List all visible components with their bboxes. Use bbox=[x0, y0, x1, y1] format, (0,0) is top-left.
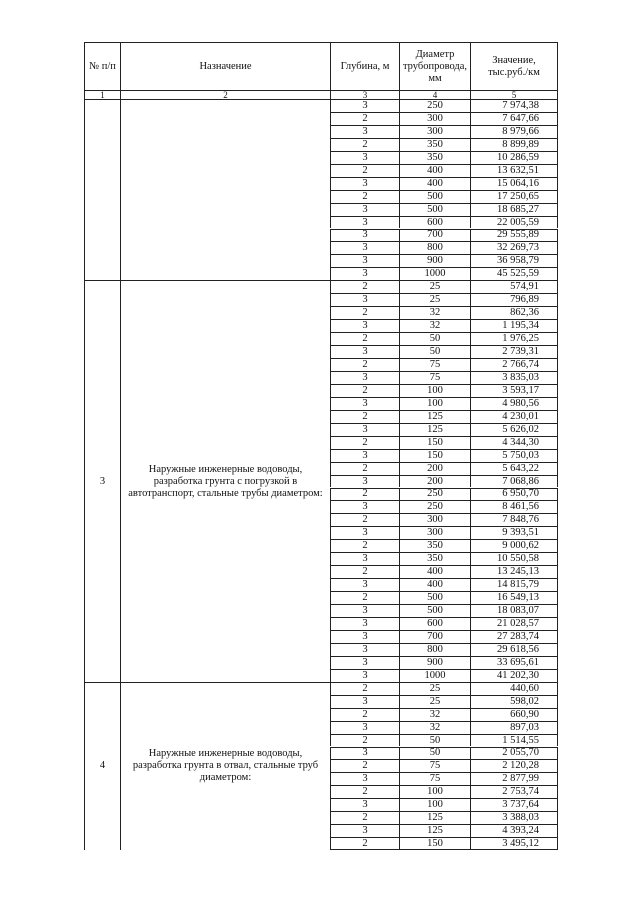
depth-cell: 3 bbox=[330, 824, 399, 837]
diameter-cell: 25 bbox=[399, 280, 470, 293]
depth-cell: 2 bbox=[330, 436, 399, 449]
diameter-cell: 50 bbox=[399, 734, 470, 747]
diameter-cell: 600 bbox=[399, 617, 470, 630]
depth-cell: 3 bbox=[330, 177, 399, 190]
value-cell: 8 461,56 bbox=[470, 500, 558, 513]
value-cell: 18 685,27 bbox=[470, 203, 558, 216]
value-cell: 41 202,30 bbox=[470, 669, 558, 682]
header-name: Назначение bbox=[120, 42, 330, 90]
diameter-cell: 400 bbox=[399, 565, 470, 578]
column-number: 5 bbox=[470, 90, 558, 99]
diameter-cell: 125 bbox=[399, 423, 470, 436]
header-num: № п/п bbox=[84, 42, 120, 90]
group-number: 4 bbox=[84, 682, 120, 850]
diameter-cell: 500 bbox=[399, 604, 470, 617]
diameter-cell: 75 bbox=[399, 759, 470, 772]
header-diameter: Диаметр трубопровода, мм bbox=[399, 42, 470, 90]
value-cell: 8 979,66 bbox=[470, 125, 558, 138]
value-cell: 3 495,12 bbox=[470, 837, 558, 850]
value-cell: 440,60 bbox=[470, 682, 558, 695]
depth-cell: 2 bbox=[330, 759, 399, 772]
diameter-cell: 200 bbox=[399, 462, 470, 475]
value-cell: 32 269,73 bbox=[470, 241, 558, 254]
value-cell: 5 626,02 bbox=[470, 423, 558, 436]
diameter-cell: 150 bbox=[399, 449, 470, 462]
value-cell: 4 980,56 bbox=[470, 397, 558, 410]
value-cell: 7 647,66 bbox=[470, 112, 558, 125]
diameter-cell: 400 bbox=[399, 177, 470, 190]
depth-cell: 2 bbox=[330, 384, 399, 397]
depth-cell: 3 bbox=[330, 475, 399, 488]
diameter-cell: 75 bbox=[399, 371, 470, 384]
value-cell: 10 550,58 bbox=[470, 552, 558, 565]
column-number: 2 bbox=[120, 90, 330, 99]
diameter-cell: 500 bbox=[399, 190, 470, 203]
diameter-cell: 350 bbox=[399, 552, 470, 565]
value-cell: 36 958,79 bbox=[470, 254, 558, 267]
diameter-cell: 125 bbox=[399, 811, 470, 824]
diameter-cell: 400 bbox=[399, 578, 470, 591]
column-number: 1 bbox=[84, 90, 120, 99]
value-cell: 2 753,74 bbox=[470, 785, 558, 798]
diameter-cell: 250 bbox=[399, 500, 470, 513]
depth-cell: 3 bbox=[330, 695, 399, 708]
group-name bbox=[120, 99, 330, 280]
depth-cell: 3 bbox=[330, 254, 399, 267]
diameter-cell: 25 bbox=[399, 682, 470, 695]
diameter-cell: 500 bbox=[399, 591, 470, 604]
value-cell: 796,89 bbox=[470, 293, 558, 306]
diameter-cell: 900 bbox=[399, 656, 470, 669]
depth-cell: 2 bbox=[330, 837, 399, 850]
column-number: 4 bbox=[399, 90, 470, 99]
diameter-cell: 200 bbox=[399, 475, 470, 488]
value-cell: 3 737,64 bbox=[470, 798, 558, 811]
column-number: 3 bbox=[330, 90, 399, 99]
depth-cell: 2 bbox=[330, 306, 399, 319]
diameter-cell: 350 bbox=[399, 151, 470, 164]
depth-cell: 3 bbox=[330, 669, 399, 682]
value-cell: 27 283,74 bbox=[470, 630, 558, 643]
depth-cell: 2 bbox=[330, 164, 399, 177]
value-cell: 897,03 bbox=[470, 721, 558, 734]
diameter-cell: 75 bbox=[399, 772, 470, 785]
value-cell: 3 388,03 bbox=[470, 811, 558, 824]
depth-cell: 2 bbox=[330, 488, 399, 501]
depth-cell: 3 bbox=[330, 293, 399, 306]
diameter-cell: 350 bbox=[399, 138, 470, 151]
diameter-cell: 32 bbox=[399, 306, 470, 319]
diameter-cell: 32 bbox=[399, 721, 470, 734]
value-cell: 45 525,59 bbox=[470, 267, 558, 280]
value-cell: 7 974,38 bbox=[470, 99, 558, 112]
group-name: Наружные инженерные водоводы, разработка грунта с погрузкой в автотранспорт, стальные трубы диаметром: bbox=[120, 280, 330, 681]
diameter-cell: 100 bbox=[399, 785, 470, 798]
value-cell: 29 618,56 bbox=[470, 643, 558, 656]
depth-cell: 3 bbox=[330, 345, 399, 358]
diameter-cell: 75 bbox=[399, 358, 470, 371]
depth-cell: 2 bbox=[330, 280, 399, 293]
diameter-cell: 125 bbox=[399, 410, 470, 423]
value-cell: 18 083,07 bbox=[470, 604, 558, 617]
depth-cell: 3 bbox=[330, 241, 399, 254]
diameter-cell: 32 bbox=[399, 319, 470, 332]
diameter-cell: 500 bbox=[399, 203, 470, 216]
diameter-cell: 100 bbox=[399, 798, 470, 811]
diameter-cell: 50 bbox=[399, 332, 470, 345]
diameter-cell: 25 bbox=[399, 695, 470, 708]
diameter-cell: 700 bbox=[399, 229, 470, 242]
group-number bbox=[84, 99, 120, 280]
diameter-cell: 300 bbox=[399, 112, 470, 125]
value-cell: 5 643,22 bbox=[470, 462, 558, 475]
value-cell: 7 068,86 bbox=[470, 475, 558, 488]
value-cell: 33 695,61 bbox=[470, 656, 558, 669]
diameter-cell: 150 bbox=[399, 436, 470, 449]
diameter-cell: 50 bbox=[399, 345, 470, 358]
depth-cell: 2 bbox=[330, 358, 399, 371]
header-depth: Глубина, м bbox=[330, 42, 399, 90]
depth-cell: 2 bbox=[330, 565, 399, 578]
diameter-cell: 150 bbox=[399, 837, 470, 850]
depth-cell: 3 bbox=[330, 656, 399, 669]
depth-cell: 3 bbox=[330, 125, 399, 138]
depth-cell: 2 bbox=[330, 462, 399, 475]
diameter-cell: 600 bbox=[399, 216, 470, 229]
depth-cell: 3 bbox=[330, 643, 399, 656]
value-cell: 5 750,03 bbox=[470, 449, 558, 462]
value-cell: 6 950,70 bbox=[470, 488, 558, 501]
depth-cell: 3 bbox=[330, 552, 399, 565]
depth-cell: 3 bbox=[330, 423, 399, 436]
diameter-cell: 1000 bbox=[399, 669, 470, 682]
depth-cell: 2 bbox=[330, 513, 399, 526]
diameter-cell: 50 bbox=[399, 747, 470, 760]
diameter-cell: 1000 bbox=[399, 267, 470, 280]
depth-cell: 2 bbox=[330, 138, 399, 151]
depth-cell: 3 bbox=[330, 229, 399, 242]
value-cell: 660,90 bbox=[470, 708, 558, 721]
depth-cell: 3 bbox=[330, 721, 399, 734]
depth-cell: 3 bbox=[330, 604, 399, 617]
depth-cell: 3 bbox=[330, 449, 399, 462]
value-cell: 15 064,16 bbox=[470, 177, 558, 190]
depth-cell: 3 bbox=[330, 203, 399, 216]
value-cell: 29 555,89 bbox=[470, 229, 558, 242]
depth-cell: 3 bbox=[330, 798, 399, 811]
value-cell: 574,91 bbox=[470, 280, 558, 293]
diameter-cell: 350 bbox=[399, 539, 470, 552]
diameter-cell: 250 bbox=[399, 99, 470, 112]
diameter-cell: 32 bbox=[399, 708, 470, 721]
depth-cell: 3 bbox=[330, 267, 399, 280]
value-cell: 2 739,31 bbox=[470, 345, 558, 358]
value-cell: 2 766,74 bbox=[470, 358, 558, 371]
depth-cell: 3 bbox=[330, 397, 399, 410]
diameter-cell: 700 bbox=[399, 630, 470, 643]
diameter-cell: 300 bbox=[399, 526, 470, 539]
depth-cell: 2 bbox=[330, 410, 399, 423]
value-cell: 862,36 bbox=[470, 306, 558, 319]
value-cell: 16 549,13 bbox=[470, 591, 558, 604]
depth-cell: 2 bbox=[330, 332, 399, 345]
value-cell: 9 000,62 bbox=[470, 539, 558, 552]
depth-cell: 2 bbox=[330, 682, 399, 695]
diameter-cell: 25 bbox=[399, 293, 470, 306]
depth-cell: 2 bbox=[330, 708, 399, 721]
value-cell: 2 877,99 bbox=[470, 772, 558, 785]
depth-cell: 2 bbox=[330, 591, 399, 604]
depth-cell: 3 bbox=[330, 617, 399, 630]
depth-cell: 2 bbox=[330, 539, 399, 552]
depth-cell: 3 bbox=[330, 578, 399, 591]
value-cell: 598,02 bbox=[470, 695, 558, 708]
value-cell: 8 899,89 bbox=[470, 138, 558, 151]
depth-cell: 3 bbox=[330, 747, 399, 760]
depth-cell: 3 bbox=[330, 151, 399, 164]
diameter-cell: 100 bbox=[399, 384, 470, 397]
depth-cell: 3 bbox=[330, 99, 399, 112]
value-cell: 2 120,28 bbox=[470, 759, 558, 772]
value-cell: 17 250,65 bbox=[470, 190, 558, 203]
value-cell: 21 028,57 bbox=[470, 617, 558, 630]
depth-cell: 3 bbox=[330, 216, 399, 229]
diameter-cell: 900 bbox=[399, 254, 470, 267]
depth-cell: 3 bbox=[330, 526, 399, 539]
diameter-cell: 300 bbox=[399, 513, 470, 526]
value-cell: 14 815,79 bbox=[470, 578, 558, 591]
diameter-cell: 300 bbox=[399, 125, 470, 138]
diameter-cell: 100 bbox=[399, 397, 470, 410]
group-name: Наружные инженерные водоводы, разработка грунта в отвал, стальные труб диаметром: bbox=[120, 682, 330, 850]
value-cell: 10 286,59 bbox=[470, 151, 558, 164]
depth-cell: 2 bbox=[330, 734, 399, 747]
value-cell: 7 848,76 bbox=[470, 513, 558, 526]
value-cell: 22 005,59 bbox=[470, 216, 558, 229]
depth-cell: 3 bbox=[330, 500, 399, 513]
depth-cell: 3 bbox=[330, 371, 399, 384]
depth-cell: 3 bbox=[330, 319, 399, 332]
value-cell: 4 230,01 bbox=[470, 410, 558, 423]
value-cell: 2 055,70 bbox=[470, 747, 558, 760]
diameter-cell: 125 bbox=[399, 824, 470, 837]
value-cell: 13 632,51 bbox=[470, 164, 558, 177]
depth-cell: 2 bbox=[330, 112, 399, 125]
value-cell: 13 245,13 bbox=[470, 565, 558, 578]
value-cell: 1 514,55 bbox=[470, 734, 558, 747]
value-cell: 9 393,51 bbox=[470, 526, 558, 539]
value-cell: 1 195,34 bbox=[470, 319, 558, 332]
diameter-cell: 250 bbox=[399, 488, 470, 501]
depth-cell: 2 bbox=[330, 190, 399, 203]
depth-cell: 2 bbox=[330, 785, 399, 798]
depth-cell: 2 bbox=[330, 811, 399, 824]
diameter-cell: 800 bbox=[399, 643, 470, 656]
diameter-cell: 800 bbox=[399, 241, 470, 254]
header-value: Значение, тыс.руб./км bbox=[470, 42, 558, 90]
group-number: 3 bbox=[84, 280, 120, 681]
price-table bbox=[84, 42, 558, 852]
value-cell: 3 835,03 bbox=[470, 371, 558, 384]
depth-cell: 3 bbox=[330, 630, 399, 643]
depth-cell: 3 bbox=[330, 772, 399, 785]
value-cell: 4 393,24 bbox=[470, 824, 558, 837]
value-cell: 1 976,25 bbox=[470, 332, 558, 345]
diameter-cell: 400 bbox=[399, 164, 470, 177]
value-cell: 3 593,17 bbox=[470, 384, 558, 397]
value-cell: 4 344,30 bbox=[470, 436, 558, 449]
